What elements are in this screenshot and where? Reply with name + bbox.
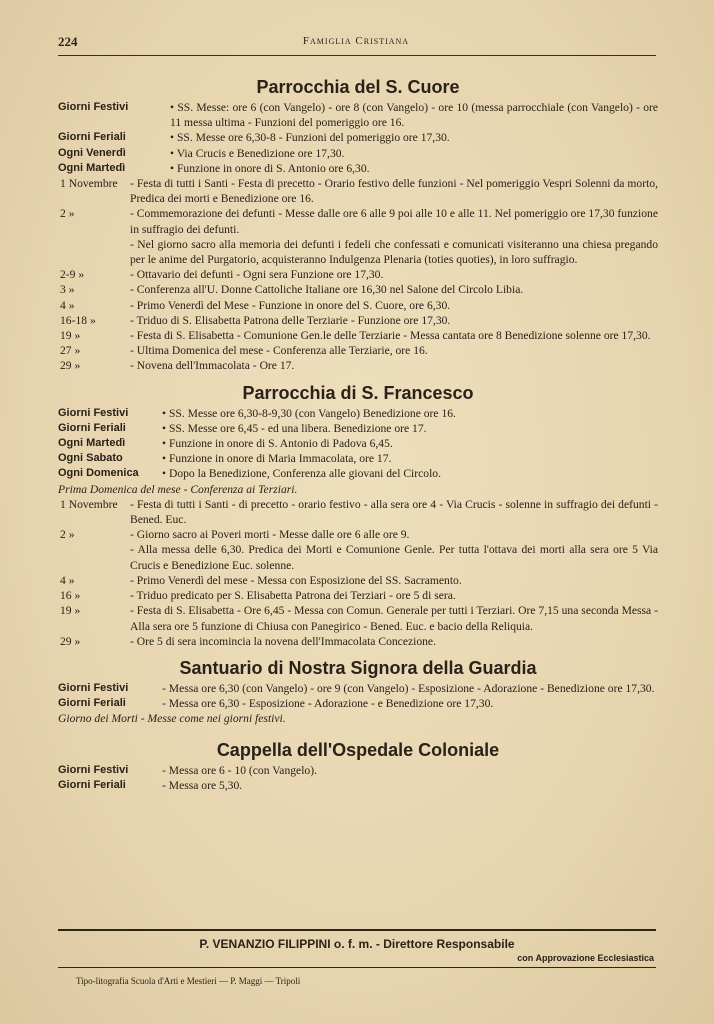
- row-label: Giorni Feriali: [58, 421, 126, 434]
- event-date: 1 Novembre: [60, 497, 118, 511]
- event-date: 2 »: [60, 207, 75, 221]
- regular-row: [58, 406, 658, 421]
- section-title-santuario: Santuario di Nostra Signora della Guardia: [179, 657, 537, 678]
- event-date: 4 »: [60, 298, 75, 312]
- event-text: - Ore 5 di sera incomincia la novena dell'Immacolata Concezione.: [130, 634, 436, 648]
- row-label: Giorni Feriali: [58, 697, 126, 710]
- row-label: Giorni Festivi: [58, 763, 129, 776]
- regular-row: [58, 436, 658, 451]
- footer-rule-bottom: [58, 967, 656, 968]
- row-text: • Funzione in onore di S. Antonio di Padova 6,45.: [162, 437, 393, 451]
- event-text: - Alla messa delle 6,30. Predica dei Morti e Comunione Genle. Per tutta l'ottava dei morti alla sera ore 5 Via Crucis e Benedizione Euc. solenne.: [130, 543, 658, 572]
- footer-rule-top: [58, 929, 656, 931]
- event-date: 2 »: [60, 528, 75, 542]
- row-text: • SS. Messe ore 6,45 - ed una libera. Benedizione ore 17.: [162, 421, 427, 435]
- running-head: [58, 34, 654, 54]
- row-text: - Messa ore 6 - 10 (con Vangelo).: [162, 763, 317, 777]
- event-row: [58, 358, 658, 373]
- row-label: Giorni Festivi: [58, 681, 129, 694]
- section-note: [58, 482, 658, 497]
- row-label: Giorni Festivi: [58, 406, 129, 419]
- event-row: [58, 267, 658, 282]
- event-row: [58, 634, 658, 649]
- event-date: 1 Novembre: [60, 177, 118, 191]
- event-date: 2-9 »: [60, 268, 85, 282]
- row-label: Ogni Sabato: [58, 452, 123, 465]
- row-label: Ogni Martedì: [58, 437, 126, 450]
- note-text: Prima Domenica del mese - Conferenza ai Terziari.: [58, 482, 298, 496]
- event-row: [58, 603, 658, 633]
- event-row: [58, 497, 658, 527]
- event-row: [58, 237, 658, 267]
- section-title-s-francesco: Parrocchia di S. Francesco: [242, 382, 474, 403]
- regular-row: [58, 696, 658, 711]
- row-label: Giorni Festivi: [58, 101, 129, 113]
- event-row: [58, 298, 658, 313]
- row-text: • SS. Messe ore 6,30-8-9,30 (con Vangelo) Benedizione ore 16.: [162, 406, 456, 420]
- event-row: [58, 527, 658, 542]
- row-text: • Dopo la Benedizione, Conferenza alle giovani del Circolo.: [162, 467, 441, 481]
- event-row: [58, 588, 658, 603]
- event-date: 19 »: [60, 604, 81, 618]
- event-text: - Festa di tutti i Santi - di precetto - orario festivo - alla sera ore 4 - Via Crucis - solenne in suffragio dei defunti - Bened. Euc.: [130, 497, 658, 527]
- event-row: [58, 328, 658, 343]
- regular-row: [58, 130, 658, 145]
- director-line: P. VENANZIO FILIPPINI o. f. m. - Direttore Responsabile: [199, 937, 515, 951]
- note-text: Giorno dei Morti - Messe come nei giorni festivi.: [58, 712, 286, 726]
- row-text: - Messa ore 6,30 - Esposizione - Adorazione - e Benedizione ore 17,30.: [162, 697, 494, 711]
- row-label: Giorni Feriali: [58, 778, 126, 791]
- event-date: 3 »: [60, 283, 75, 297]
- regular-row: [58, 778, 658, 793]
- event-date: [58, 237, 130, 267]
- row-text: • SS. Messe ore 6,30-8 - Funzioni del pomeriggio ore 17,30.: [170, 131, 450, 145]
- section-title-cappella: Cappella dell'Ospedale Coloniale: [216, 739, 500, 760]
- printer-line: Tipo-litografia Scuola d'Arti e Mestieri — P. Maggi — Tripoli: [76, 976, 301, 986]
- event-date: 29 »: [60, 359, 81, 373]
- event-date: 27 »: [60, 344, 81, 358]
- schedule-content: [58, 74, 658, 793]
- event-text: - Conferenza all'U. Donne Cattoliche Italiane ore 16,30 nel Salone del Circolo Libia.: [130, 283, 524, 297]
- event-date: 16-18 »: [60, 313, 96, 327]
- event-text: - Commemorazione dei defunti - Messe dalle ore 6 alle 9 poi alle 10 e alle 11. Nel pomeriggio ore 17,30 funzione in suffragio dei defunti.: [130, 207, 658, 236]
- event-text: - Ultima Domenica del mese - Conferenza alle Terziarie, ore 16.: [130, 344, 428, 358]
- event-row: [58, 282, 658, 297]
- event-row: [58, 343, 658, 358]
- regular-row: [58, 763, 658, 778]
- journal-title: Famiglia Cristiana: [302, 35, 410, 47]
- event-date: [58, 542, 130, 572]
- row-text: • Funzione in onore di S. Antonio ore 6,30.: [170, 161, 370, 175]
- event-row: [58, 313, 658, 328]
- regular-row: [58, 161, 658, 176]
- event-row: [58, 542, 658, 572]
- row-label: Ogni Venerdì: [58, 146, 126, 159]
- section-note: [58, 711, 658, 726]
- row-text: • Funzione in onore di Maria Immacolata, ore 17.: [162, 452, 392, 466]
- header-rule: [58, 55, 656, 56]
- event-text: - Festa di tutti i Santi - Festa di precetto - Orario festivo delle funzioni - Nel pomeriggio Vespri Solenni da morto, Predica dei morti e Benedizione ore 16.: [130, 177, 658, 206]
- event-date: 19 »: [60, 329, 81, 343]
- event-text: - Giorno sacro ai Poveri morti - Messe dalle ore 6 alle ore 9.: [130, 528, 410, 542]
- regular-row: [58, 421, 658, 436]
- row-text: • Via Crucis e Benedizione ore 17,30.: [170, 146, 345, 160]
- event-text: - Novena dell'Immacolata - Ore 17.: [130, 359, 295, 373]
- row-label: Ogni Martedì: [58, 161, 126, 174]
- row-text: - Messa ore 5,30.: [162, 778, 243, 792]
- event-text: - Primo Venerdì del mese - Messa con Esposizione del SS. Sacramento.: [130, 573, 462, 587]
- section-title-s-cuore: Parrocchia del S. Cuore: [256, 77, 460, 97]
- event-text: - Triduo di S. Elisabetta Patrona delle Terziarie - Funzione ore 17,30.: [130, 313, 451, 327]
- event-row: [58, 573, 658, 588]
- event-text: - Triduo predicato per S. Elisabetta Patrona dei Terziari - ore 5 di sera.: [130, 589, 456, 603]
- event-text: - Primo Venerdì del Mese - Funzione in onore del S. Cuore, ore 6,30.: [130, 298, 451, 312]
- row-label: Ogni Domenica: [58, 467, 139, 480]
- regular-row: [58, 100, 658, 130]
- regular-row: [58, 681, 658, 696]
- event-date: 16 »: [60, 589, 81, 603]
- event-row: [58, 176, 658, 206]
- regular-row: [58, 146, 658, 161]
- event-text: - Ottavario dei defunti - Ogni sera Funzione ore 17,30.: [130, 268, 384, 282]
- event-date: 29 »: [60, 634, 81, 648]
- event-date: 4 »: [60, 573, 75, 587]
- approval-line: con Approvazione Ecclesiastica: [517, 953, 654, 963]
- regular-row: [58, 466, 658, 481]
- regular-row: [58, 451, 658, 466]
- row-text: - Messa ore 6,30 (con Vangelo) - ore 9 (con Vangelo) - Esposizione - Adorazione - Benedizione ore 17,30.: [162, 681, 655, 695]
- page-number: 224: [58, 34, 78, 49]
- event-text: - Nel giorno sacro alla memoria dei defunti i fedeli che confessati e comunicati visiteranno una chiesa pregando per le anime del Purgatorio, acquisteranno Indulgenza Plenaria (toties quoties), in loro suffragio.: [130, 237, 658, 267]
- event-text: - Festa di S. Elisabetta - Ore 6,45 - Messa con Comun. Generale per tutti i Terziari. Ore 7,15 una seconda Messa - Alla sera ore 5 funzione di Chiusa con Panegirico - Bened. Euc. e bacio della Reliquia.: [130, 604, 658, 633]
- row-label: Giorni Feriali: [58, 131, 126, 144]
- event-text: - Festa di S. Elisabetta - Comunione Gen.le delle Terziarie - Messa cantata ore 8 Benedizione solenne ore 17,30.: [130, 329, 651, 343]
- row-text: • SS. Messe: ore 6 (con Vangelo) - ore 8 (con Vangelo) - ore 10 (messa parrocchiale (con Vangelo) - ore 11 messa ultima - Funzioni del pomeriggio ore 16.: [170, 101, 658, 130]
- event-row: [58, 206, 658, 236]
